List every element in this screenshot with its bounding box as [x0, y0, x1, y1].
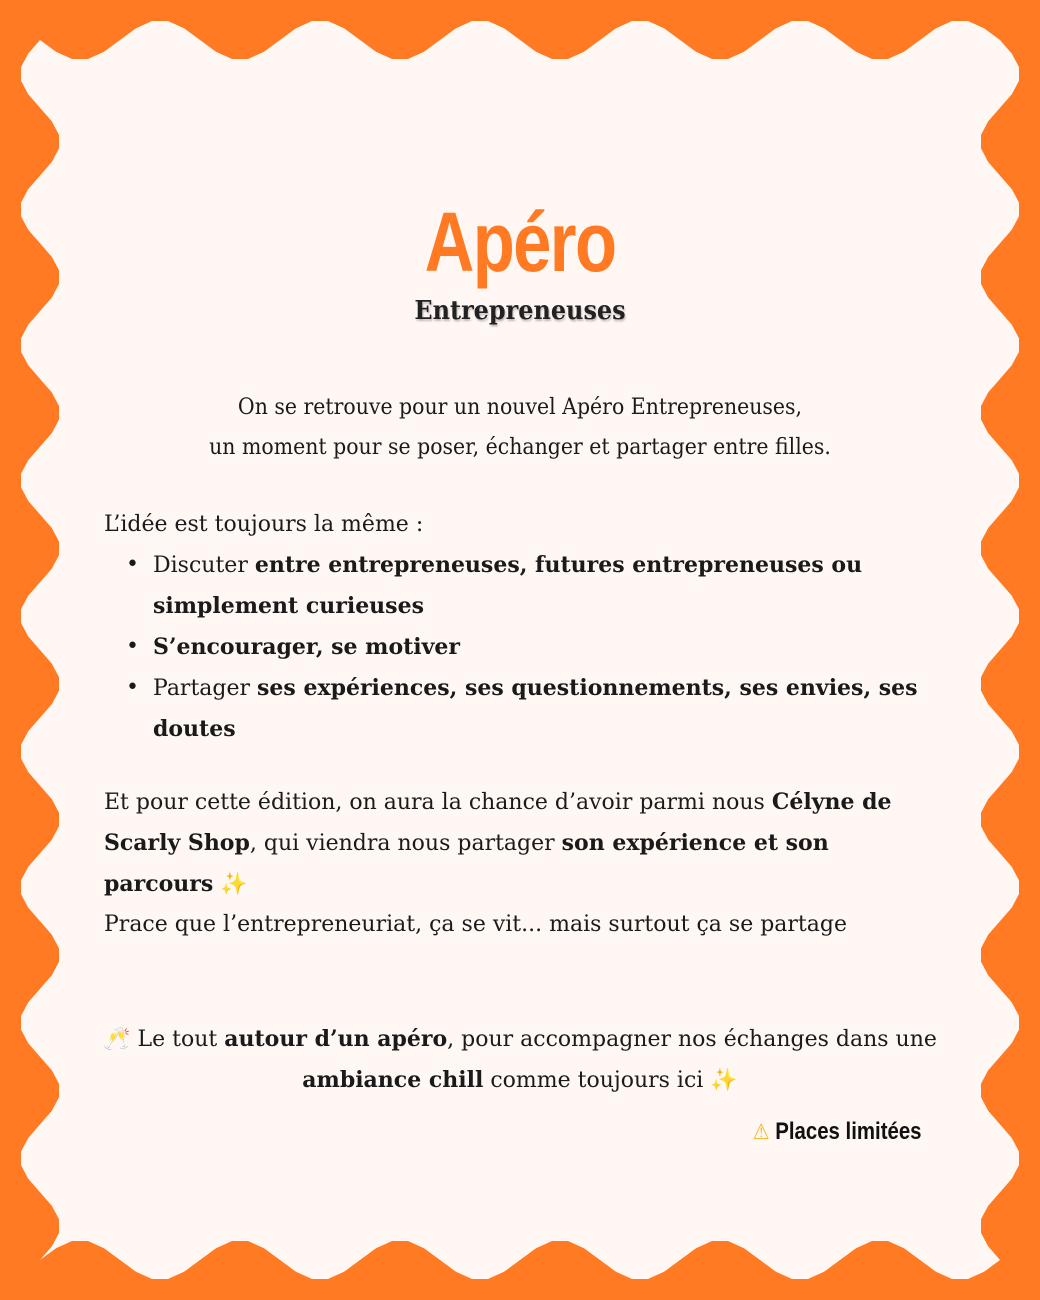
outro-text-3: comme toujours ici: [483, 1068, 711, 1093]
places-limited-text: Places limitées: [775, 1118, 922, 1145]
bullet-icon: •: [126, 552, 139, 577]
intro-line-1: On se retrouve pour un nouvel Apéro Entrepreneuses,: [237, 395, 803, 420]
sparkles-icon: ✨: [710, 1068, 738, 1093]
list-item-plain: Discuter: [153, 553, 255, 578]
list-item: [104, 545, 944, 627]
outro-bold-2: ambiance chill: [302, 1067, 484, 1093]
warning-icon: ⚠: [753, 1120, 771, 1145]
list-item-plain: Partager: [153, 676, 258, 701]
list-item-bold: entre entrepreneuses, futures entrepreneuses ou simplement curieuses: [153, 552, 863, 619]
guest-text-2: , qui viendra nous partager: [249, 831, 562, 856]
page-title: Apéro: [424, 195, 616, 289]
list-item: [104, 627, 944, 668]
idea-list: [104, 545, 944, 750]
bullet-icon: •: [126, 634, 139, 659]
places-limited-notice: [753, 1114, 922, 1151]
outro-text-1: Le tout: [130, 1027, 225, 1052]
list-item-bold: S’encourager, se motiver: [153, 634, 461, 660]
guest-paragraph: [104, 782, 944, 945]
intro-paragraph: [92, 388, 948, 468]
list-item-bold: ses expériences, ses questionnements, ses envies, ses doutes: [153, 675, 918, 742]
outro-paragraph: [60, 1019, 980, 1101]
guest-topic: son expérience et son parcours: [104, 830, 829, 897]
idea-lead: L’idée est toujours la même :: [104, 512, 424, 537]
guest-text-1: Et pour cette édition, on aura la chance d’avoir parmi nous: [104, 790, 772, 815]
clinking-glasses-icon: 🥂: [103, 1027, 131, 1052]
bullet-icon: •: [126, 675, 139, 700]
guest-text-3: Prace que l’entrepreneuriat, ça se vit... mais surtout ça se partage: [104, 912, 847, 937]
sparkles-icon: ✨: [220, 872, 248, 897]
guest-name: Célyne de Scarly Shop: [104, 789, 892, 856]
intro-line-2: un moment pour se poser, échanger et partager entre filles.: [209, 435, 831, 460]
list-item: [104, 668, 944, 750]
outro-text-2: , pour accompagner nos échanges dans une: [447, 1027, 937, 1052]
outro-bold-1: autour d’un apéro: [224, 1026, 448, 1052]
page-subtitle: Entrepreneuses: [414, 296, 626, 326]
